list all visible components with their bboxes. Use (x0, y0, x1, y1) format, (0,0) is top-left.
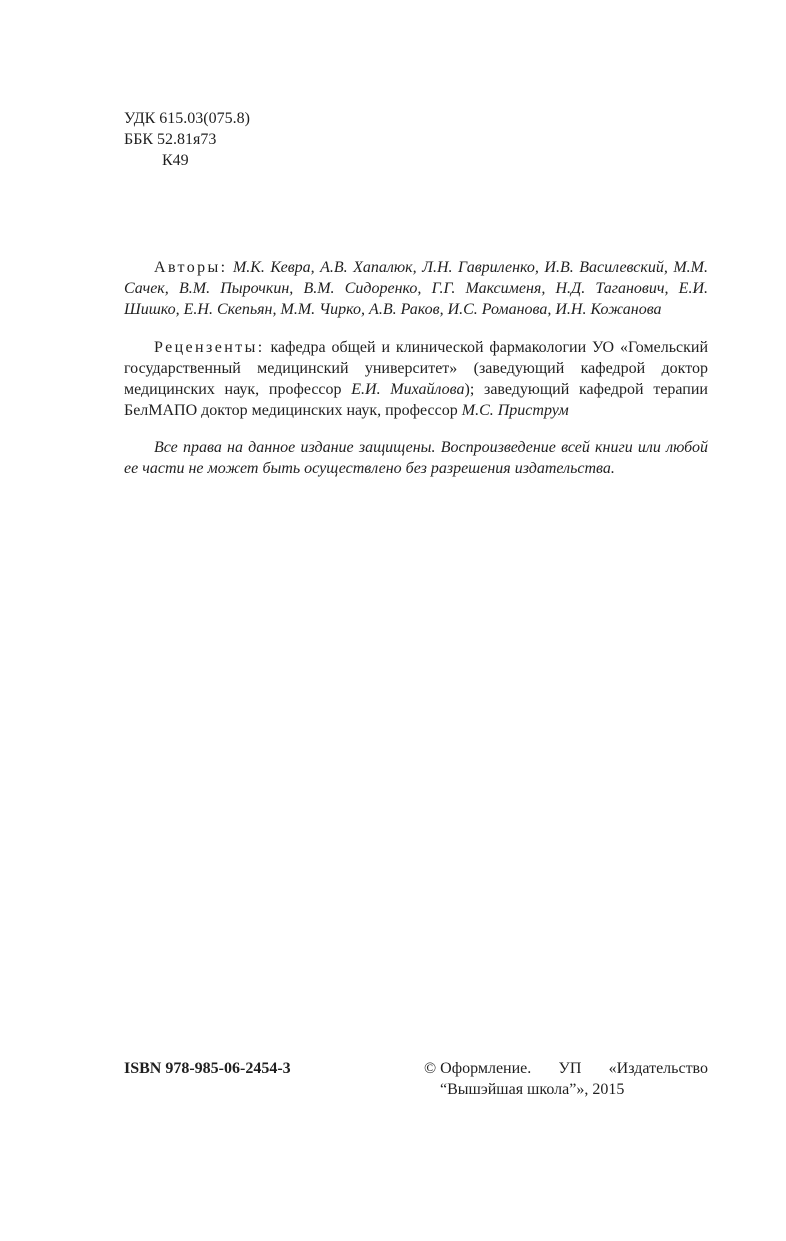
reviewer-name-2: М.С. Приструм (461, 402, 569, 419)
authors-paragraph (124, 257, 708, 320)
isbn: ISBN 978-985-06-2454-3 (124, 1060, 291, 1077)
copyright-word-3: «Издательство (608, 1060, 708, 1077)
udk-code: УДК 615.03(075.8) (124, 110, 250, 127)
classification-codes (124, 108, 250, 171)
bbk-code: ББК 52.81я73 (124, 131, 217, 148)
authors-names: М.К. Кевра, А.В. Хапалюк, Л.Н. Гавриленко, И.В. Василевский, М.М. Сачек, В.М. Пырочкин, В.М. Сидоренко, Г.Г. Максименя, Н.Д. Таганович, Е.И. Шишко, Е.Н. Скепьян, М.М. Чирко, А.В. Раков, И.С. Романова, И.Н. Кожанова (124, 259, 708, 318)
copyright-word-2: УП (558, 1060, 582, 1077)
reviewers-text-1: кафедра общей и клинической фармакологии УО «Гомельский государственный медицинский университет» (заведующий кафедрой доктор медицинских наук, профессор (124, 339, 709, 398)
reviewers-paragraph (124, 337, 708, 421)
rights-notice: Все права на данное издание защищены. Воспроизведение всей книги или любой ее части не может быть осуществлено без разрешения издательства. (124, 439, 708, 477)
copyright-notice (424, 1058, 708, 1100)
authors-label: Авторы: (154, 259, 228, 276)
author-mark: К49 (162, 152, 189, 169)
reviewers-label: Рецензенты: (154, 339, 265, 356)
copyright-line-2: “Вышэйшая школа”», 2015 (440, 1081, 625, 1098)
reviewer-name-1: Е.И. Михайлова (351, 381, 465, 398)
copyright-word-1: © Оформление. (424, 1060, 532, 1077)
reviewers-text-2: ); заведующий кафедрой терапии БелМАПО доктор медицинских наук, профессор (124, 381, 708, 419)
